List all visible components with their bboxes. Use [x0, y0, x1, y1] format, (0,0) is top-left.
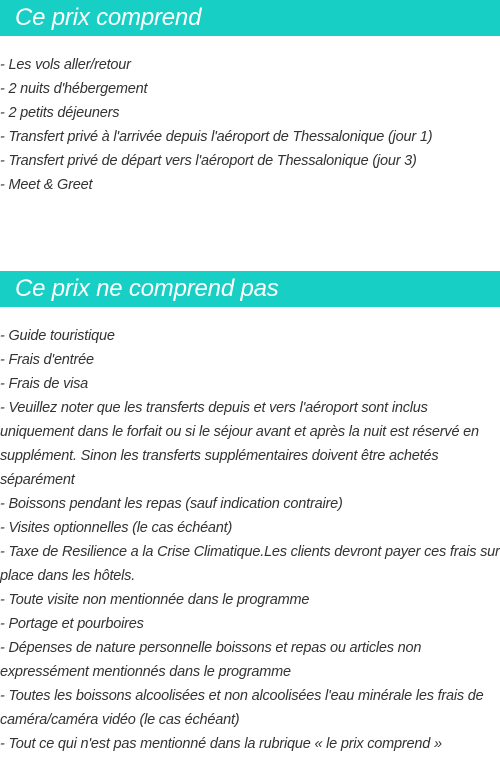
list-item: - Frais d'entrée	[0, 352, 94, 368]
list-item: - Dépenses de nature personnelle boissons et repas ou articles non expressément mentionnés dans le programme	[0, 640, 422, 680]
list-item: - Visites optionnelles (le cas échéant)	[0, 520, 233, 536]
list-item: - Transfert privé de départ vers l'aéroport de Thessalonique (jour 3)	[0, 153, 417, 169]
included-section-title: Ce prix comprend	[15, 4, 202, 31]
excluded-section-title: Ce prix ne comprend pas	[15, 275, 279, 302]
list-item: - Les vols aller/retour	[0, 57, 131, 73]
list-item: - Toute visite non mentionnée dans le programme	[0, 592, 310, 608]
list-item: - Toutes les boissons alcoolisées et non alcoolisées l'eau minérale les frais de caméra/caméra vidéo (le cas échéant)	[0, 688, 484, 728]
list-item: - Transfert privé à l'arrivée depuis l'aéroport de Thessalonique (jour 1)	[0, 129, 433, 145]
list-item: - Portage et pourboires	[0, 616, 144, 632]
list-item: - Frais de visa	[0, 376, 89, 392]
list-item: - Boissons pendant les repas (sauf indication contraire)	[0, 496, 343, 512]
included-items-list	[0, 53, 500, 197]
list-item: - Veuillez noter que les transferts depuis et vers l'aéroport sont inclus uniquement dans le forfait ou si le séjour avant et après la nuit est réservé en supplément. Sinon les transferts supplémentaires doivent être achetés séparément	[0, 400, 479, 488]
list-item: - Taxe de Resilience a la Crise Climatique.Les clients devront payer ces frais sur place dans les hôtels.	[0, 544, 500, 584]
list-item: - 2 petits déjeuners	[0, 105, 120, 121]
list-item: - Meet & Greet	[0, 177, 93, 193]
list-item: - Tout ce qui n'est pas mentionné dans la rubrique « le prix comprend »	[0, 736, 442, 752]
list-item: - Guide touristique	[0, 328, 115, 344]
excluded-section-header	[0, 271, 500, 307]
included-section-header	[0, 0, 500, 36]
excluded-items-list	[0, 324, 500, 756]
list-item: - 2 nuits d'hébergement	[0, 81, 148, 97]
